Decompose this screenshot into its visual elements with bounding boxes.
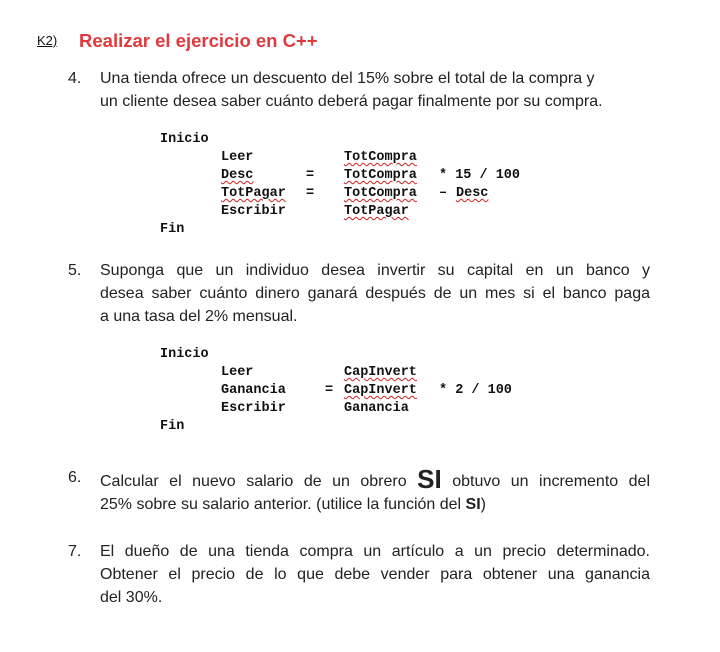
problem-7-line-1: El dueño de una tienda compra un artículo a un precio determinado. (100, 543, 650, 560)
code-inicio: Inicio (160, 347, 209, 362)
code-leer-var: TotCompra (344, 150, 417, 165)
exercise-label: K2) (37, 33, 58, 48)
code-desc-expr-rest: * 15 / 100 (439, 168, 521, 183)
code-escribir-var: TotPagar (344, 204, 409, 219)
code-desc-expr-var: TotCompra (344, 168, 417, 183)
code-leer-var: CapInvert (344, 365, 417, 380)
problem-6-line-1-b: obtuvo un incremento del (452, 473, 651, 490)
problem-4-pseudocode (160, 131, 560, 241)
code-expr-var: CapInvert (344, 383, 417, 398)
problem-6-si-function: SI (465, 496, 481, 513)
problem-7-line-2: Obtener el precio de lo que debe vender para obtener una ganancia (100, 566, 650, 583)
code-leer: Leer (221, 365, 254, 380)
code-fin: Fin (160, 222, 185, 237)
code-ganancia: Ganancia (221, 383, 286, 398)
code-inicio: Inicio (160, 132, 209, 147)
problem-6-line-2-a: 25% sobre su salario anterior. (utilice la función del (100, 496, 462, 513)
problem-4-line-2: un cliente desea saber cuánto deberá pagar finalmente por su compra. (100, 93, 603, 110)
problem-6-statement (100, 466, 650, 516)
code-escribir: Escribir (221, 401, 286, 416)
problem-4-line-1: Una tienda ofrece un descuento del 15% sobre el total de la compra y (100, 70, 595, 87)
problem-5-line-1: Suponga que un individuo desea invertir su capital en un banco y (100, 262, 650, 279)
problem-7-line-3: del 30%. (100, 589, 163, 606)
problem-6-line-2-b: ) (480, 496, 486, 513)
code-tp-expr-var: TotCompra (344, 186, 417, 201)
code-leer: Leer (221, 150, 254, 165)
code-escribir: Escribir (221, 204, 286, 219)
problem-5-number: 5. (68, 262, 82, 279)
problem-7-number: 7. (68, 543, 82, 560)
problem-5-statement (100, 259, 650, 328)
code-expr-rest: * 2 / 100 (439, 383, 512, 398)
problem-6-number: 6. (68, 469, 82, 486)
problem-6-si-keyword: SI (417, 464, 442, 494)
problem-6-line-1-a: Calcular el nuevo salario de un obrero (100, 473, 407, 490)
code-eq-2: = (306, 186, 315, 201)
problem-5-line-3: a una tasa del 2% mensual. (100, 308, 298, 325)
code-desc: Desc (221, 168, 254, 183)
problem-4-number: 4. (68, 70, 82, 87)
code-eq: = (325, 383, 334, 398)
code-totpagar: TotPagar (221, 186, 286, 201)
problem-5-line-2: desea saber cuánto dinero ganará después de un mes si el banco paga (100, 285, 650, 302)
code-eq-1: = (306, 168, 315, 183)
code-fin: Fin (160, 419, 185, 434)
problem-4-statement (100, 67, 650, 113)
problem-7-statement (100, 540, 650, 609)
code-tp-expr-op: – (439, 186, 448, 201)
code-tp-expr-desc: Desc (456, 186, 489, 201)
problem-5-pseudocode (160, 346, 560, 438)
exercise-title: Realizar el ejercicio en C++ (79, 30, 318, 51)
code-escribir-var: Ganancia (344, 401, 409, 416)
